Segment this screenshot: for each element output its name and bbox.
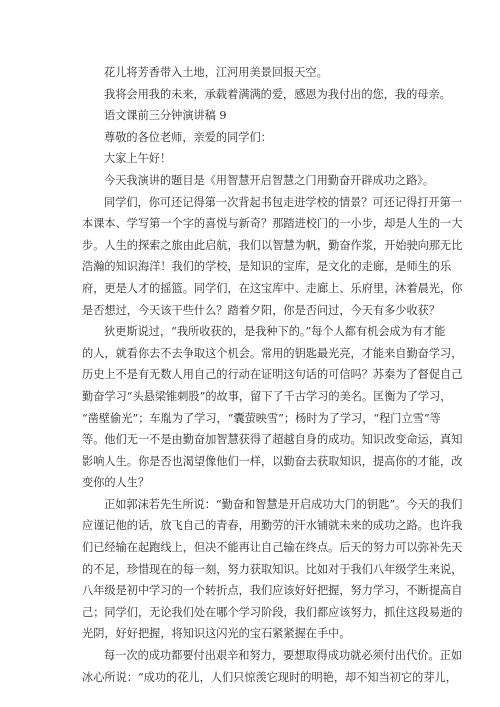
text-line: 冰心所说：“成功的花儿，人们只惊羡它现时的明艳，却不知当初它的芽儿， xyxy=(82,670,457,684)
text-line: 的不足，珍惜现在的每一刻，努力获取知识。比如对于我们八年级学生来说， xyxy=(82,562,463,576)
text-line: 今天我演讲的题目是《用智慧开启智慧之门用勤奋开辟成功之路》。 xyxy=(104,173,435,187)
text-line: 影响人生。你是否也渴望像他们一样，以勤奋去获取知识，提高你的才能，改 xyxy=(82,454,463,468)
text-line: 勤奋学习“头悬梁锥刺股”的故事，留下了千古学习的美名。匡衡为了学习， xyxy=(82,389,452,403)
text-line: 尊敬的各位老师，亲爱的同学们： xyxy=(104,130,272,144)
text-line: 步。人生的探索之旅由此启航，我们以智慧为帆，勤奋作浆，开始驶向那无比 xyxy=(82,238,463,252)
text-line: 们已经输在起跑线上，但决不能再让自己输在终点。后天的努力可以弥补先天 xyxy=(82,541,463,555)
text-line: 本课本、学写第一个字的喜悦与新奇？那踏进校门的一小步，却是人生的一大 xyxy=(82,217,463,231)
text-line: 花儿将芳香带入土地，江河用美景回报天空。 xyxy=(104,66,328,79)
text-line: 应谨记他的话，放飞自己的青春，用勤劳的汗水铺就未来的成功之路。也许我 xyxy=(82,519,463,533)
text-line: “凿壁偷光”；车胤为了学习，“囊萤映雪”；杨时为了学习，“程门立雪”等 xyxy=(82,411,441,425)
text-line: 浩瀚的知识海洋！我们的学校，是知识的宝库，是文化的走廊，是师生的乐 xyxy=(82,260,452,274)
text-line: 己；同学们，无论我们处在哪个学习阶段，我们都应该努力，抓住这段易逝的 xyxy=(82,605,463,619)
text-line: 同学们，你可还记得第一次背起书包走进学校的情景？可还记得打开第一 xyxy=(104,195,463,209)
text-line: 正如郭沫若先生所说：“勤奋和智慧是开启成功大门的钥匙”。今天的我们 xyxy=(104,497,463,511)
document-body xyxy=(82,62,463,688)
text-line: 我将会用我的未来，承载着满满的爱，感恩为我付出的您，我的母亲。 xyxy=(104,87,451,101)
text-line: 府，更是人才的摇篮。同学们，在这宝库中、走廊上、乐府里，沐着晨光，你 xyxy=(82,281,463,295)
text-line: 的人，就看你去不去争取这个机会。常用的钥匙最光亮，才能来自勤奋学习， xyxy=(82,346,463,360)
text-line: 狄更斯说过，“我所收获的，是我种下的。”每个人都有机会成为有才能 xyxy=(104,325,446,339)
text-line: 是否想过，今天该干些什么？踏着夕阳，你是否问过，今天有多少收获？ xyxy=(82,303,441,317)
text-line: 变你的人生？ xyxy=(82,476,150,490)
text-line: 等。他们无一不是由勤奋加智慧获得了超越自身的成功。知识改变命运，真知 xyxy=(82,433,463,447)
text-line: 光阴，好好把握，将知识这闪光的宝石紧紧握在手中。 xyxy=(82,627,351,641)
text-line: 语文课前三分钟演讲稿 9 xyxy=(104,109,227,123)
text-line: 八年级是初中学习的一个转折点，我们应该好好把握，努力学习，不断提高自 xyxy=(82,584,463,598)
text-line: 每一次的成功都要付出艰辛和努力，要想取得成功就必须付出代价。正如 xyxy=(104,649,463,663)
text-line: 大家上午好！ xyxy=(104,152,172,166)
text-line: 历史上不是有无数人用自己的行动在证明这句话的可信吗？苏秦为了督促自己 xyxy=(82,368,463,382)
